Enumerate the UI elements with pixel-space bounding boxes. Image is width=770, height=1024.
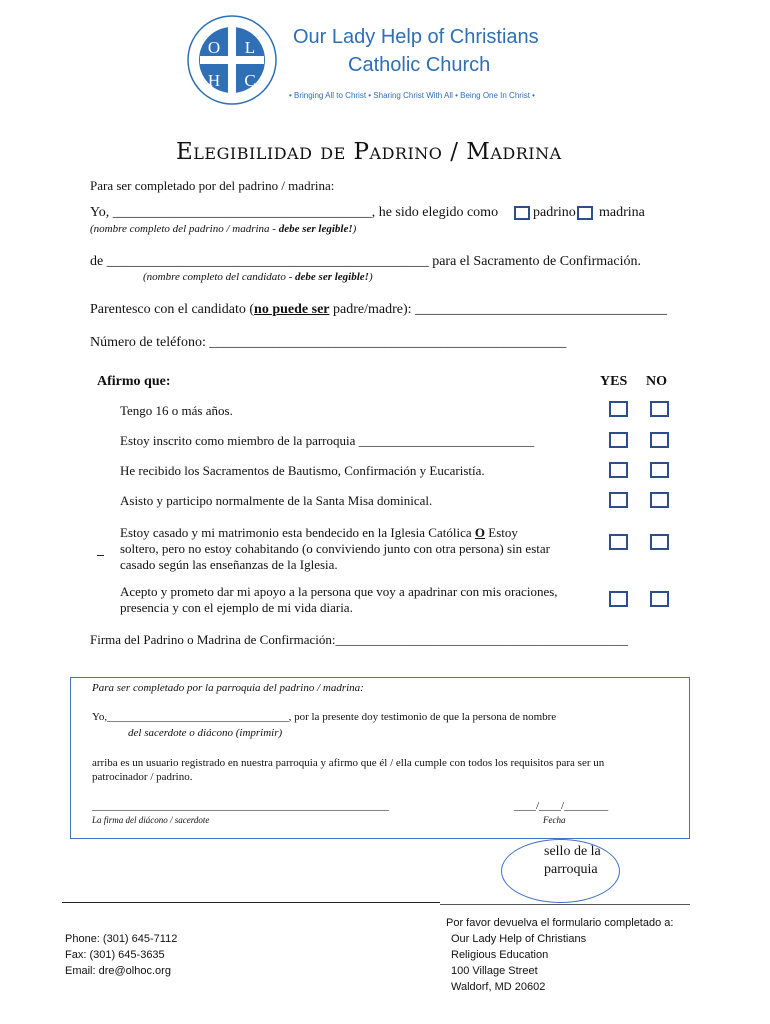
footer-fax: Fax: (301) 645-3635 <box>65 949 165 961</box>
footer-address-1: Our Lady Help of Christians <box>451 933 587 945</box>
stamp-text-line1: sello de la <box>544 844 601 859</box>
header-tagline: • Bringing All to Christ • Sharing Christ With All • Being One In Christ • <box>289 91 535 100</box>
support-yes-checkbox[interactable] <box>609 591 628 607</box>
hint-end: ) <box>368 271 373 283</box>
affirm-item-support-line1: Acepto y prometo dar mi apoyo a la persona que voy a apadrinar con mis oraciones, <box>120 584 558 599</box>
footer-address-4: Waldorf, MD 20602 <box>451 981 546 993</box>
sacraments-no-checkbox[interactable] <box>650 462 669 478</box>
footer-address-2: Religious Education <box>451 949 549 961</box>
sponsor-signature-line: Firma del Padrino o Madrina de Confirmación:_____________________________________________ <box>90 632 629 647</box>
mass-no-checkbox[interactable] <box>650 492 669 508</box>
clergy-signature-line: ______________________________________________________ <box>92 800 389 812</box>
hint-text: (nombre completo del candidato - <box>143 271 296 283</box>
sponsor-name-hint <box>90 223 356 235</box>
affirm-item-marriage-line2: soltero, pero no estoy cohabitando (o conviviendo junto con otra persona) sin estar <box>120 541 550 556</box>
logo-letter-c: C <box>244 71 256 90</box>
candidate-name-line: de ______________________________________________ para el Sacramento de Confirmación. <box>90 254 641 269</box>
affirm-item-parish: Estoy inscrito como miembro de la parroquia ___________________________ <box>120 433 535 448</box>
logo-letter-l: L <box>244 38 256 57</box>
hint-text: (nombre completo del padrino / madrina - <box>90 223 279 235</box>
clergy-name-hint: del sacerdote o diácono (imprimir) <box>128 727 283 739</box>
marriage-text: Estoy casado y mi matrimonio esta bendecido en la Iglesia Católica <box>120 525 475 540</box>
yes-column-header: YES <box>600 374 628 389</box>
header-title-line1: Our Lady Help of Christians <box>293 26 539 48</box>
parish-intro: Para ser completado por la parroquia del padrino / madrina: <box>92 682 364 694</box>
affirm-item-marriage-line1 <box>120 525 518 541</box>
no-column-header: NO <box>646 374 667 389</box>
hint-bold: debe ser legible! <box>278 223 353 235</box>
marriage-no-checkbox[interactable] <box>650 534 669 550</box>
attestation-line1: arriba es un usuario registrado en nuestra parroquia y afirmo que él / ella cumple con todos los requisitos para ser un <box>92 757 605 769</box>
candidate-name-hint <box>143 271 373 283</box>
padrino-checkbox[interactable] <box>514 206 530 220</box>
marriage-dash <box>97 555 104 556</box>
logo-letter-o: O <box>207 38 221 57</box>
parish-no-checkbox[interactable] <box>650 432 669 448</box>
footer-address-3: 100 Village Street <box>451 965 538 977</box>
phone-line: Número de teléfono: ___________________________________________________ <box>90 335 567 350</box>
relation-prefix: Parentesco con el candidato ( <box>90 302 255 317</box>
header-title-line2: Catholic Church <box>348 54 491 76</box>
logo-letter-h: H <box>207 71 221 90</box>
footer-divider-right <box>440 904 690 905</box>
form-title: Elegibilidad de Padrino / Madrina <box>176 139 562 165</box>
relation-bold: no puede ser <box>254 302 330 317</box>
affirm-item-age: Tengo 16 o más años. <box>120 403 233 418</box>
date-label: Fecha <box>543 815 566 825</box>
clergy-signature-label: La firma del diácono / sacerdote <box>92 815 210 825</box>
affirm-item-marriage-line3: casado según las enseñanzas de la Iglesia. <box>120 557 338 572</box>
madrina-label: madrina <box>599 205 645 220</box>
marriage-or: O <box>474 525 485 540</box>
stamp-text-line2: parroquia <box>544 862 598 877</box>
parish-yes-checkbox[interactable] <box>609 432 628 448</box>
parish-logo <box>186 14 278 106</box>
affirm-heading: Afirmo que: <box>97 374 171 389</box>
hint-end: ) <box>352 223 357 235</box>
attestation-line2: patrocinador / padrino. <box>92 771 193 783</box>
sponsor-name-line: Yo, _____________________________________, he sido elegido como <box>90 205 499 220</box>
footer-email: Email: dre@olhoc.org <box>65 965 171 977</box>
marriage-yes-checkbox[interactable] <box>609 534 628 550</box>
relation-suffix: padre/madre): ____________________________________ <box>329 302 668 317</box>
marriage-after: Estoy <box>485 525 518 540</box>
mass-yes-checkbox[interactable] <box>609 492 628 508</box>
clergy-name-line: Yo,_________________________________, por la presente doy testimonio de que la persona de nombre <box>92 711 557 723</box>
padrino-label: padrino <box>533 205 576 220</box>
footer-return-label: Por favor devuelva el formulario completado a: <box>446 917 674 929</box>
support-no-checkbox[interactable] <box>650 591 669 607</box>
sacraments-yes-checkbox[interactable] <box>609 462 628 478</box>
date-line: ____/____/________ <box>514 800 609 812</box>
affirm-item-support-line2: presencia y con el ejemplo de mi vida diaria. <box>120 600 353 615</box>
affirm-item-mass: Asisto y participo normalmente de la Santa Misa dominical. <box>120 493 433 508</box>
relationship-line <box>90 302 667 318</box>
affirm-item-sacraments: He recibido los Sacramentos de Bautismo, Confirmación y Eucaristía. <box>120 463 485 478</box>
footer-divider <box>62 902 440 903</box>
age-yes-checkbox[interactable] <box>609 401 628 417</box>
madrina-checkbox[interactable] <box>577 206 593 220</box>
footer-phone: Phone: (301) 645-7112 <box>65 933 178 945</box>
age-no-checkbox[interactable] <box>650 401 669 417</box>
sponsor-intro: Para ser completado por del padrino / madrina: <box>90 178 335 193</box>
hint-bold: debe ser legible! <box>295 271 369 283</box>
